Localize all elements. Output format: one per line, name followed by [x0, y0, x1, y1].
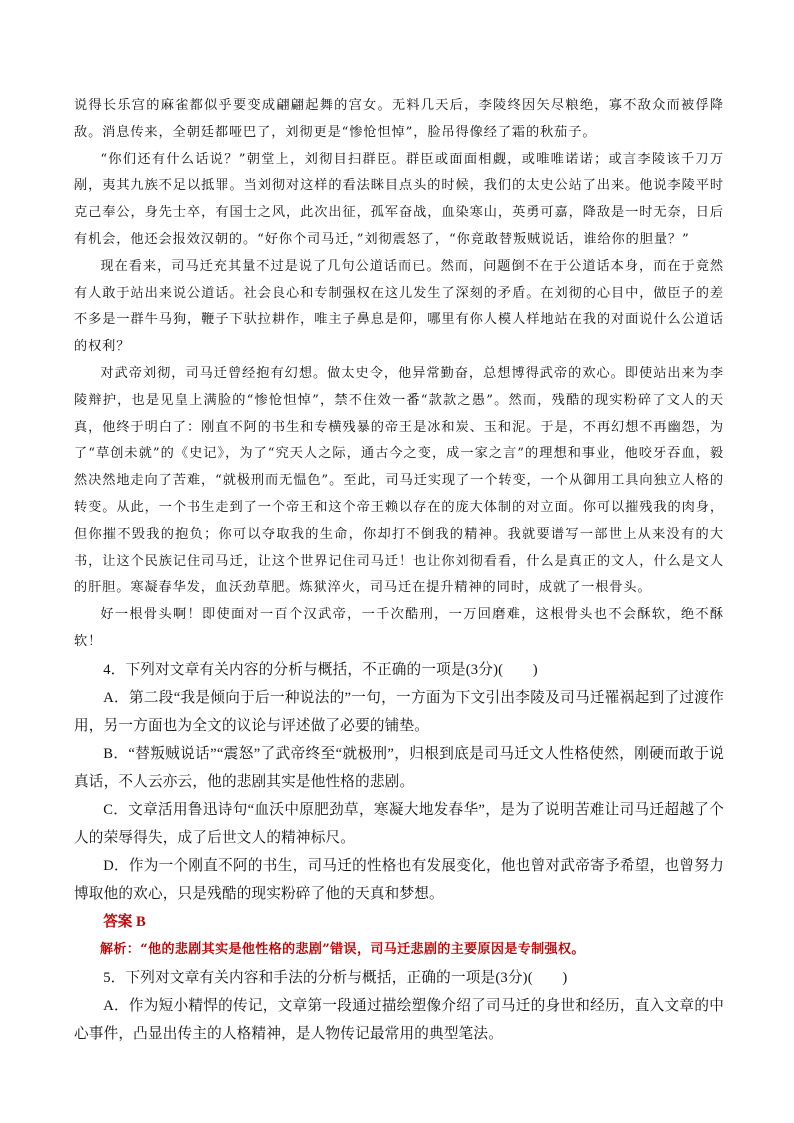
passage-paragraph-3: 现在看来，司马迁充其量不过是说了几句公道话而已。然而，问题倒不在于公道话本身，而在于竟然有人敢于站出来说公道话。社会良心和专制强权在这儿发生了深刻的矛盾。在刘彻的心目中，做臣子的差不多是一群牛马狗，鞭子下驮拉耕作，唯主子鼻息是仰，哪里有你人模人样地站在我的对面说什么公道话的权利？: [74, 258, 724, 355]
question-4-option-a: A．第二段“我是倾向于后一种说法的”一句，一方面为下文引出李陵及司马迁罹祸起到了过渡作用，另一方面也为全文的议论与评述做了必要的铺垫。: [74, 689, 724, 734]
question-5-stem: 5．下列对文章有关内容和手法的分析与概括，正确的一项是(3分)( ): [103, 969, 568, 986]
question-4-option-b: B．“替叛贼说话”“震怒”了武帝终至“就极刑”，归根到底是司马迁文人性格使然，刚硬而敢于说真话，不人云亦云，他的悲剧其实是他性格的悲剧。: [74, 745, 724, 790]
passage-paragraph-2: “你们还有什么话说？”朝堂上，刘彻目扫群臣。群臣或面面相觑，或唯唯诺诺；或言李陵该千刀万剐，夷其九族不足以抵罪。当刘彻对这样的看法眯目点头的时候，我们的太史公站了出来。他说李陵平时克己奉公，身先士卒，有国士之风，此次出征，孤军奋战，血染寒山，英勇可嘉，降敌是一时无奈，日后有机会，他还会报效汉朝的。“好你个司马迁，”刘彻震怒了，“你竟敢替叛贼说话，谁给你的胆量？”: [74, 151, 724, 247]
question-4-option-d: D．作为一个刚直不阿的书生，司马迁的性格也有发展变化，他也曾对武帝寄予希望，也曾努力博取他的欢心，只是残酷的现实粉碎了他的天真和梦想。: [74, 857, 724, 902]
passage-paragraph-5: 好一根骨头啊！即使面对一百个汉武帝，一千次酷刑，一万回磨难，这根骨头也不会酥软，绝不酥软！: [74, 607, 724, 649]
question-4-answer: 答案 B: [103, 913, 146, 930]
question-4-stem: 4．下列对文章有关内容的分析与概括，不正确的一项是(3分)( ): [103, 661, 538, 678]
passage-paragraph-1: 说得长乐宫的麻雀都似乎要变成翩翩起舞的宫女。无料几天后，李陵终因矢尽粮绝，寡不敌众而被俘降敌。消息传来，全朝廷都哑巴了，刘彻更是“惨怆怛悼”，脸吊得像经了霜的秋茄子。: [74, 98, 724, 140]
question-5-option-a: A．作为短小精悍的传记，文章第一段通过描绘塑像介绍了司马迁的身世和经历，直入文章的中心事件，凸显出传主的人格精神，是人物传记最常用的典型笔法。: [74, 997, 724, 1042]
question-4-analysis: 解析：“他的悲剧其实是他性格的悲剧”错误，司马迁悲剧的主要原因是专制强权。: [100, 941, 585, 957]
passage-paragraph-4: 对武帝刘彻，司马迁曾经抱有幻想。做太史令，他异常勤奋，总想博得武帝的欢心。即使站出来为李陵辩护，也是见皇上满脸的“惨怆怛悼”，禁不住效一番“款款之愚”。然而，残酷的现实粉碎了文人的天真，他终于明白了：刚直不阿的书生和专横残暴的帝王是冰和炭、玉和泥。于是，不再幻想不再幽怨，为了“草创未就”的《史记》，为了“究天人之际，通古今之变，成一家之言”的理想和事业，他咬牙吞血，毅然决然地走向了苦难，“就极刑而无愠色”。至此，司马迁实现了一个转变，一个从御用工具向独立人格的转变。从此，一个书生走到了一个帝王和这个帝王赖以存在的庞大体制的对立面。你可以摧残我的肉身，但你摧不毁我的抱负；你可以夺取我的生命，你却打不倒我的精神。我就要谱写一部世上从来没有的大书，让这个民族记住司马迁，让这个世界记住司马迁！也让你刘彻看看，什么是真正的文人，什么是文人的肝胆。寒凝春华发，血沃劲草肥。炼狱淬火，司马迁在提升精神的同时，成就了一根骨头。: [74, 365, 724, 596]
question-4-option-c: C．文章活用鲁迅诗句“血沃中原肥劲草，寒凝大地发春华”，是为了说明苦难让司马迁超越了个人的荣辱得失，成了后世文人的精神标尺。: [74, 801, 724, 846]
